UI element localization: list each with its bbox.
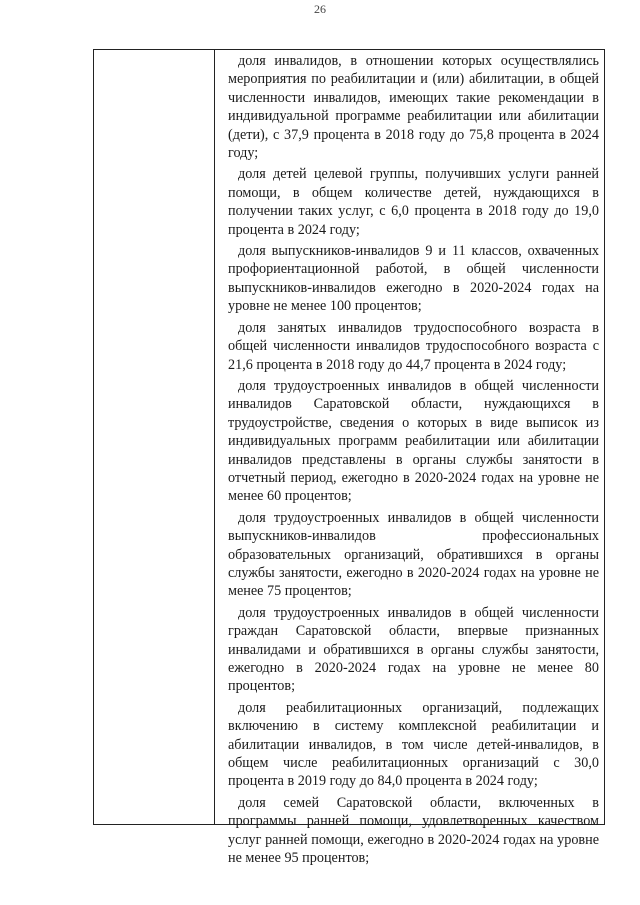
table-right-cell bbox=[228, 50, 599, 867]
indicator-paragraph: доля детей целевой группы, получивших услуги ранней помощи, в общем количестве детей, нуждающихся в получении таких услуг, с 6,0 процента в 2018 году до 19,0 процента в 2024 году; bbox=[228, 166, 599, 238]
indicator-paragraph: доля инвалидов, в отношении которых осуществлялись мероприятия по реабилитации и (или) абилитации, в общей численности инвалидов, имеющих такие рекомендации в индивидуальной программе реабилитации или абилитации (дети), с 37,9 процента в 2018 году до 75,8 процента в 2024 году; bbox=[228, 53, 599, 162]
indicator-paragraph: доля трудоустроенных инвалидов в общей численности инвалидов Саратовской области, нуждающихся в трудоустройстве, сведения о которых в виде выписок из индивидуальных программ реабилитации или абилитации инвалидов представлены в органы службы занятости в отчетный период, ежегодно в 2020-2024 годах на уровне не менее 60 процентов; bbox=[228, 377, 599, 505]
document-table bbox=[93, 49, 605, 867]
column-divider bbox=[214, 50, 215, 824]
table-left-cell bbox=[94, 50, 214, 824]
indicator-paragraph: доля занятых инвалидов трудоспособного возраста в общей численности инвалидов трудоспособного возраста с 21,6 процента в 2018 году до 44,7 процента в 2024 году; bbox=[228, 319, 599, 373]
indicator-paragraph: доля выпускников-инвалидов 9 и 11 классов, охваченных профориентационной работой, в общей численности выпускников-инвалидов ежегодно в 2020-2024 годах на уровне не менее 100 процентов; bbox=[228, 243, 599, 315]
page-number: 26 bbox=[314, 2, 326, 16]
indicator-paragraph: доля реабилитационных организаций, подлежащих включению в систему комплексной реабилитации и абилитации инвалидов, в том числе детей-инвалидов, в общем числе реабилитационных организаций с 30,0 процента в 2019 году до 84,0 процента в 2024 году; bbox=[228, 699, 599, 790]
indicator-paragraph: доля трудоустроенных инвалидов в общей численности граждан Саратовской области, впервые признанных инвалидами и обратившихся в органы службы занятости, ежегодно в 2020-2024 годах на уровне не менее 80 процентов; bbox=[228, 604, 599, 695]
indicator-paragraph: доля семей Саратовской области, включенных в программы ранней помощи, удовлетворенных качеством услуг ранней помощи, ежегодно в 2020-2024 годах на уровне не менее 95 процентов; bbox=[228, 794, 599, 867]
indicator-paragraph: доля трудоустроенных инвалидов в общей численности выпускников-инвалидов профессиональных образовательных организаций, обратившихся в органы службы занятости, ежегодно в 2020-2024 годах на уровне не менее 75 процентов; bbox=[228, 509, 599, 600]
